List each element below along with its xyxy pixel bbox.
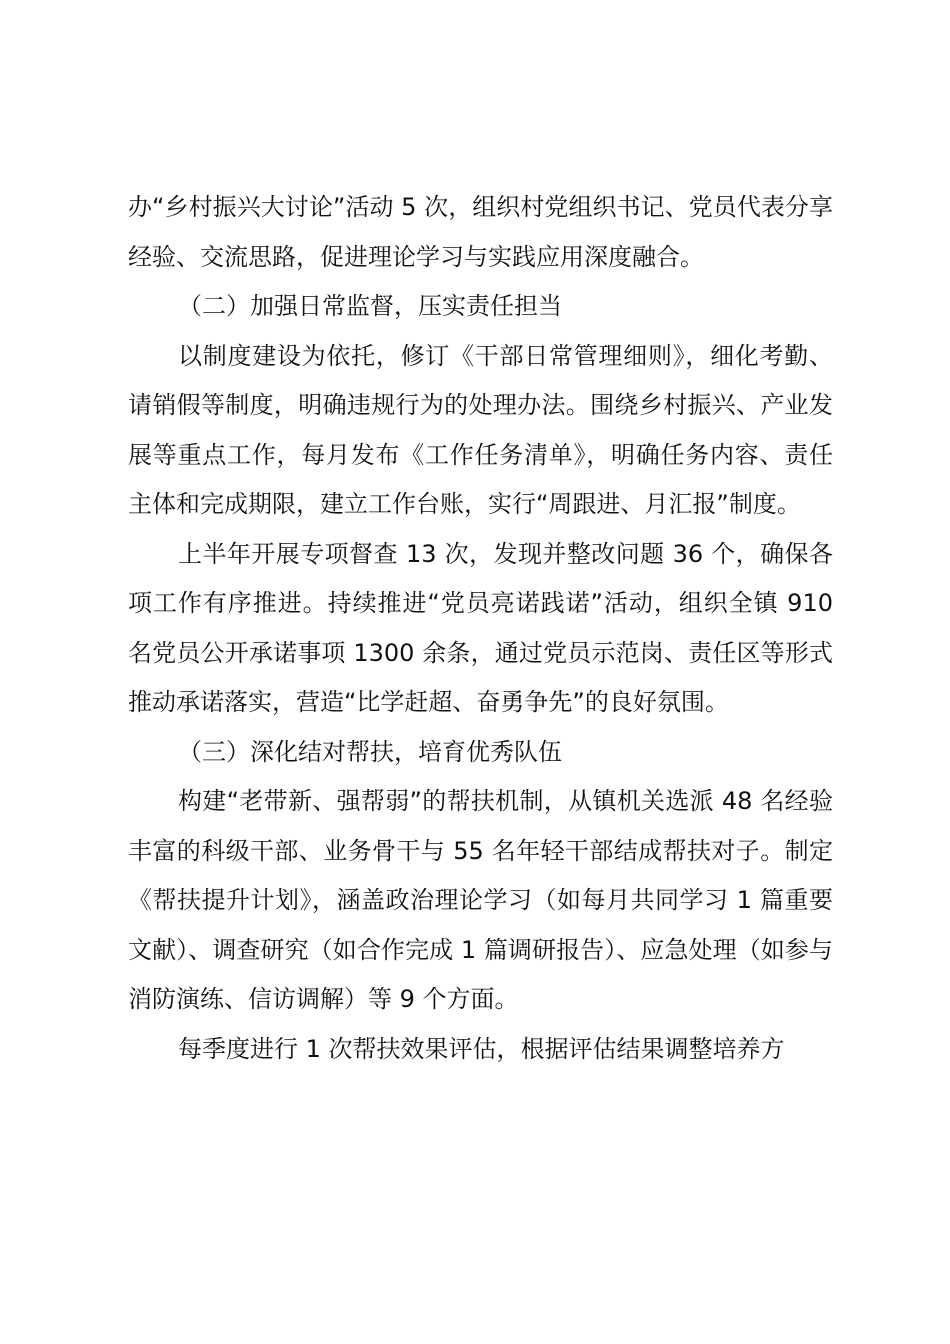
paragraph-mentoring-mechanism: 构建“老带新、强帮弱”的帮扶机制，从镇机关选派 48 名经验丰富的科级干部、业务骨干与 55 名年轻干部结成帮扶对子。制定《帮扶提升计划》，涵盖政治理论学习（如每月共同学习 1 篇重要文献）、调查研究（如合作完成 1 篇调研报告）、应急处理（如参与消防演练、信访调解）等 9 个方面。 — [128, 787, 833, 1013]
section-heading-3: （三）深化结对帮扶，培育优秀队伍 — [178, 737, 562, 766]
document-body — [128, 183, 833, 1074]
paragraph-supervision-system: 以制度建设为依托，修订《干部日常管理细则》，细化考勤、请销假等制度，明确违规行为的处理办法。围绕乡村振兴、产业发展等重点工作，每月发布《工作任务清单》，明确任务内容、责任主体和完成期限，建立工作台账，实行“周跟进、月汇报”制度。 — [128, 341, 833, 518]
paragraph-quarterly-evaluation: 每季度进行 1 次帮扶效果评估，根据评估结果调整培养方 — [178, 1034, 785, 1063]
paragraph-inspection-results: 上半年开展专项督查 13 次，发现并整改问题 36 个，确保各项工作有序推进。持续推进“党员亮诺践诺”活动，组织全镇 910 名党员公开承诺事项 1300 余条，通过党员示范岗、责任区等形式推动承诺落实，营造“比学赶超、奋勇争先”的良好氛围。 — [128, 539, 833, 716]
section-heading-2: （二）加强日常监督，压实责任担当 — [178, 292, 562, 320]
paragraph-continuation: 办“乡村振兴大讨论”活动 5 次，组织村党组织书记、党员代表分享经验、交流思路，促进理论学习与实践应用深度融合。 — [128, 193, 833, 271]
